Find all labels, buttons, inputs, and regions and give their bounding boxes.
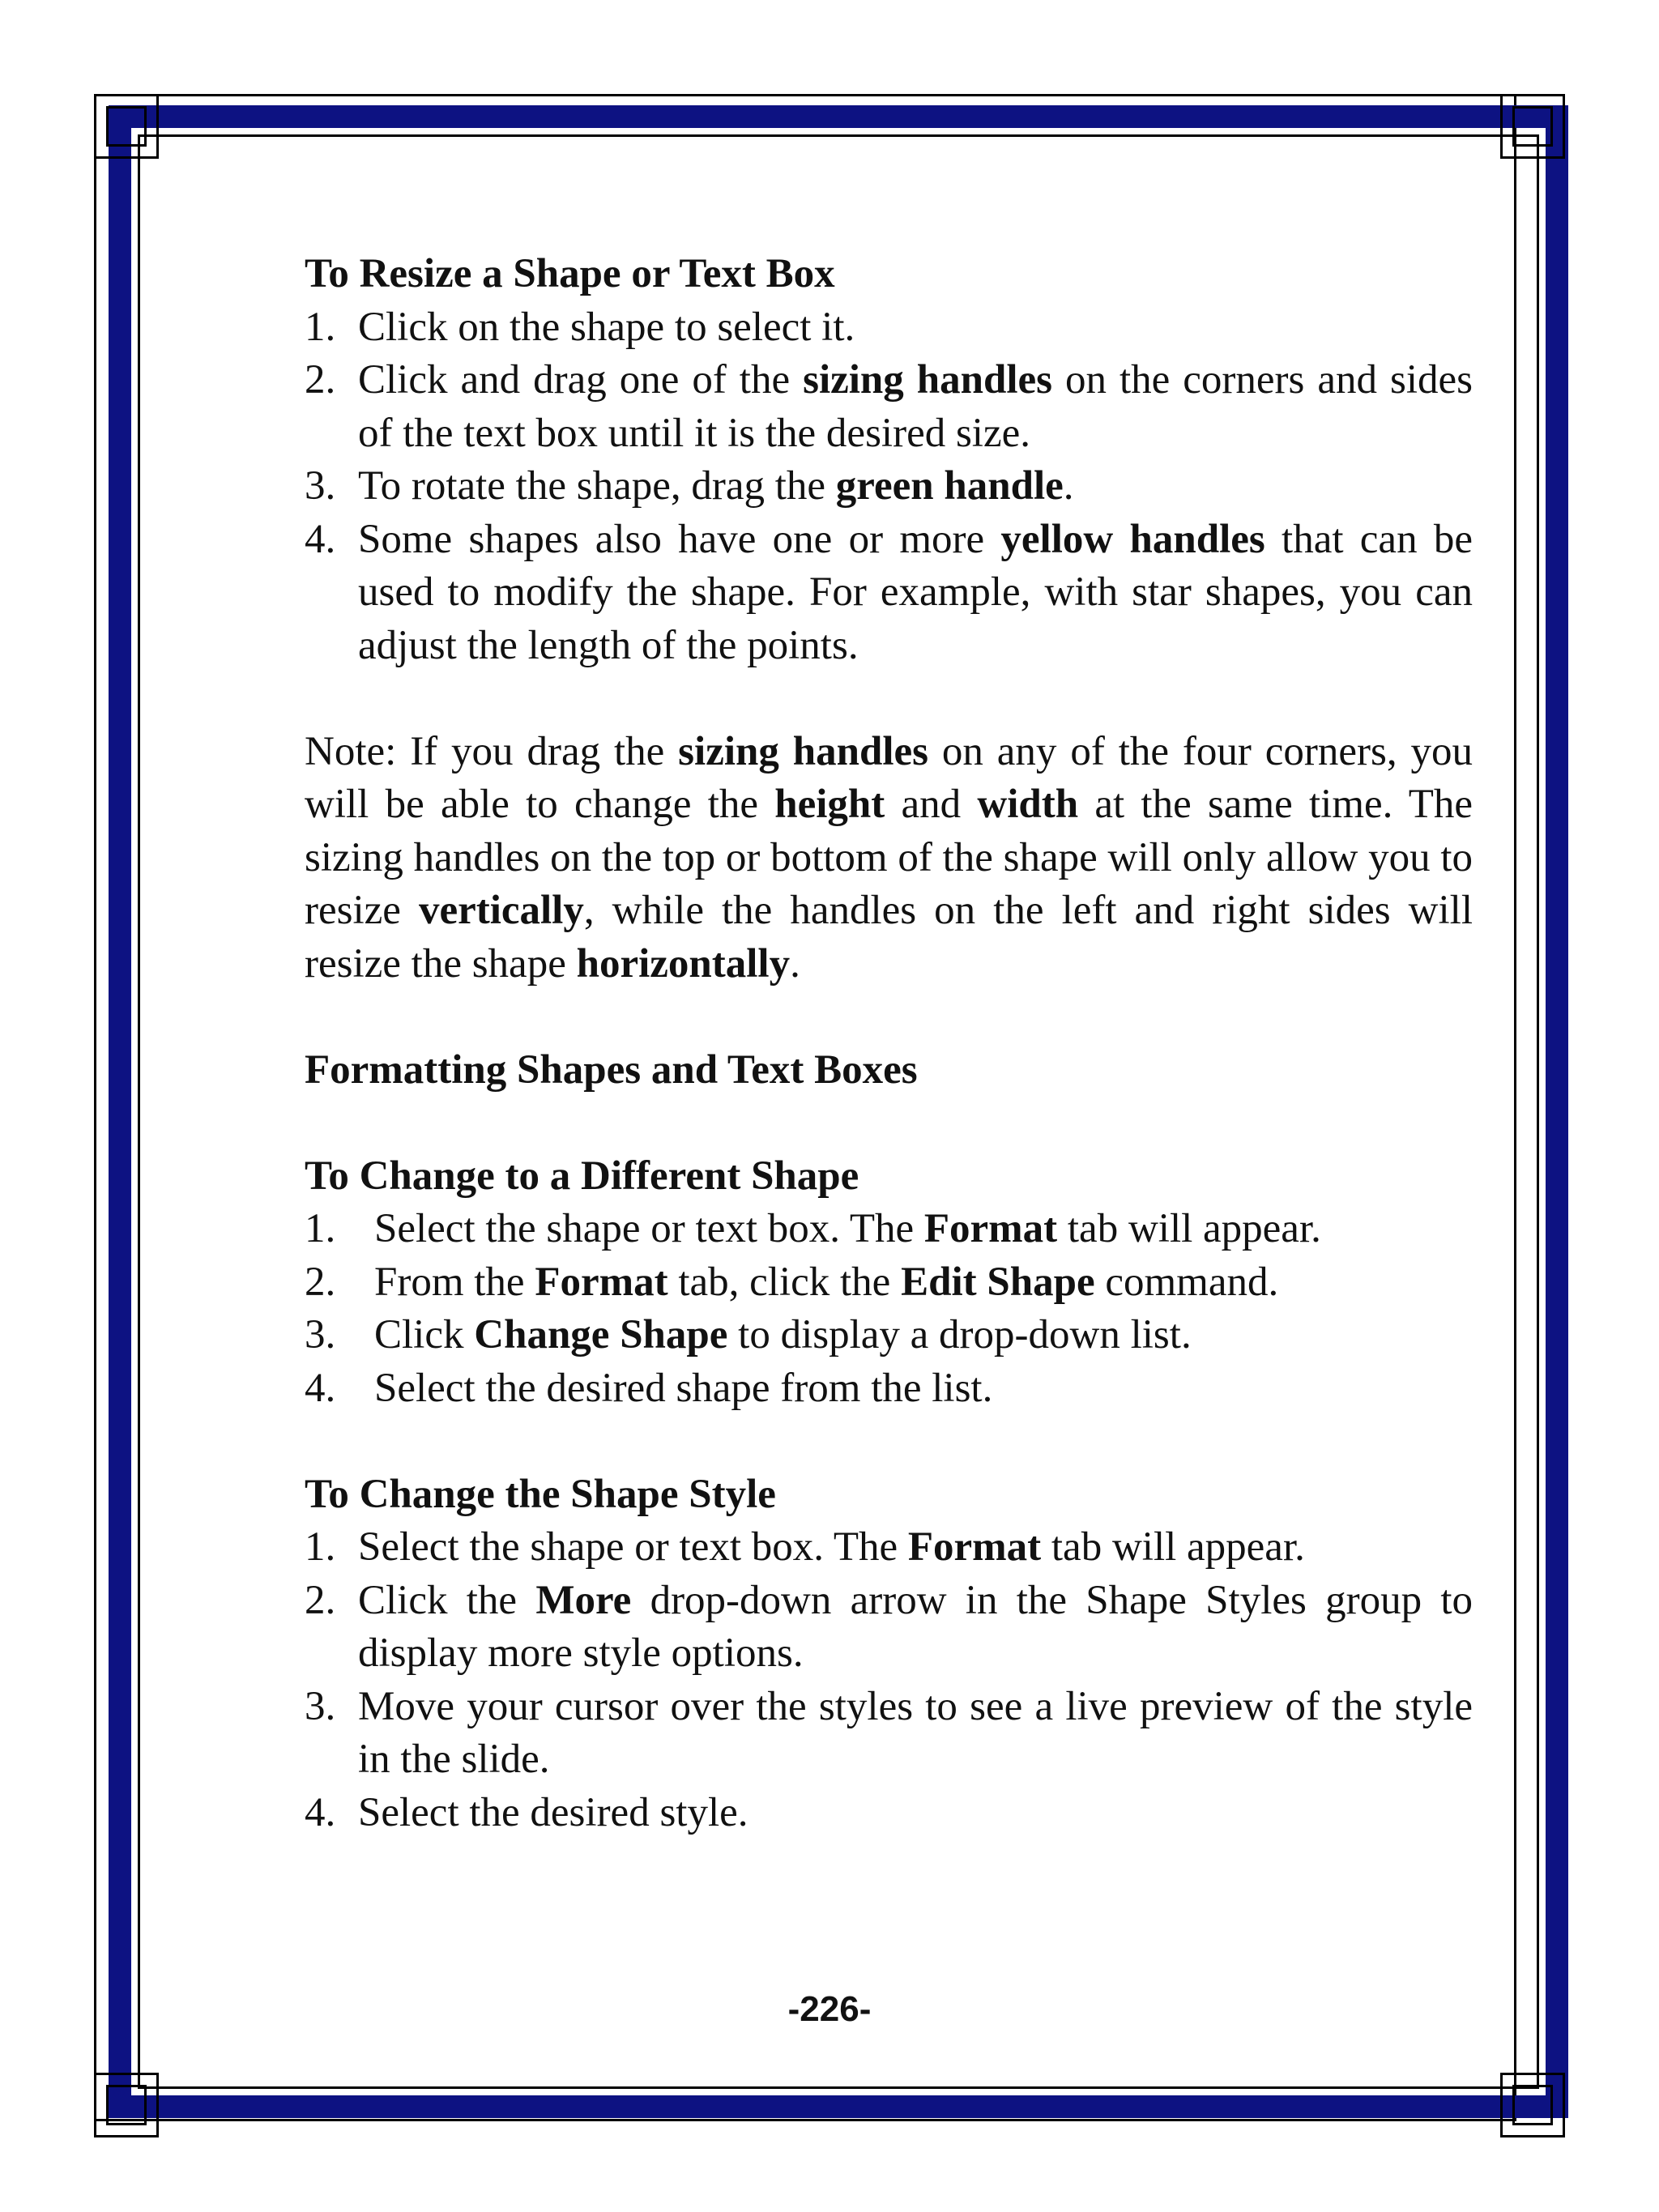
bold-text: width (977, 782, 1079, 827)
list-item (305, 1787, 1473, 1840)
bold-text: Format (923, 1206, 1058, 1251)
list-item (305, 354, 1473, 460)
bold-text: Edit Shape (901, 1259, 1095, 1305)
list-item-text (358, 1524, 1305, 1570)
page-number: -226- (787, 1989, 872, 2029)
text-run: on the corners and sides of the text box until it is the desired size. (358, 357, 1473, 456)
text-run: , while the handles on the left and right sides will resize the shape (305, 888, 1473, 987)
list-item-text (374, 1366, 992, 1411)
list-item-text (358, 1578, 1473, 1677)
list-item-text (358, 305, 855, 350)
text-run: that can be used to modify the shape. For example, with star shapes, you can adjust the length of the points. (358, 516, 1473, 668)
resize-steps (305, 301, 1473, 673)
text-run: Select the desired shape from the list. (374, 1365, 993, 1411)
list-item (305, 1362, 1473, 1416)
text-run: . (1063, 463, 1074, 509)
list-item (305, 514, 1473, 673)
list-item-text (374, 1259, 1278, 1305)
list-item-number: 4. (305, 1365, 336, 1411)
list-item-number: 4. (305, 516, 336, 562)
list-item-number: 3. (305, 1312, 336, 1357)
list-item-text (358, 1684, 1473, 1783)
text-run: tab will appear. (1041, 1524, 1305, 1570)
list-item (305, 1681, 1473, 1787)
text-run: Select the shape or text box. The (358, 1524, 908, 1570)
list-item (305, 1521, 1473, 1575)
text-run: Click (374, 1312, 475, 1357)
list-item-text (358, 357, 1473, 456)
list-item-text (358, 1790, 748, 1835)
text-run: command. (1094, 1259, 1279, 1305)
list-item-number: 1. (305, 304, 336, 350)
corner-ornament-bottom-right (1500, 2073, 1565, 2137)
list-item-number: 2. (305, 1259, 336, 1305)
list-item (305, 1309, 1473, 1362)
bold-text: sizing handles (803, 357, 1053, 403)
change-style-steps (305, 1521, 1473, 1839)
list-item-text (374, 1312, 1192, 1357)
list-item-number: 3. (305, 463, 336, 509)
bold-text: More (535, 1577, 632, 1623)
text-run: . (790, 940, 800, 987)
text-run: Click and drag one of the (358, 357, 804, 403)
bold-text: green handle (835, 463, 1064, 509)
change-shape-steps (305, 1203, 1473, 1415)
list-item-text (358, 463, 1074, 509)
text-run: Select the desired style. (358, 1789, 748, 1835)
bold-text: yellow handles (1000, 516, 1265, 562)
bold-text: height (774, 782, 885, 827)
text-run: Select the shape or text box. The (374, 1206, 924, 1251)
text-run: tab, click the (667, 1259, 902, 1305)
page-content (305, 248, 1473, 1839)
text-run: Click on the shape to select it. (358, 304, 855, 350)
text-run: drop-down arrow in the Shape Styles group to display more style options. (358, 1577, 1473, 1676)
list-item-number: 4. (305, 1789, 336, 1835)
text-run: Note: If you drag the (305, 728, 679, 774)
text-run: To rotate the shape, drag the (358, 463, 836, 509)
bold-text: Change Shape (474, 1312, 728, 1357)
list-item (305, 1575, 1473, 1681)
list-item-text (358, 517, 1473, 668)
list-item-number: 1. (305, 1206, 336, 1251)
corner-ornament-bottom-left (94, 2073, 159, 2137)
text-run: Move your cursor over the styles to see a live preview of the style in the slide. (358, 1683, 1473, 1782)
list-item (305, 1203, 1473, 1256)
heading-formatting: Formatting Shapes and Text Boxes (305, 1046, 918, 1093)
list-item (305, 460, 1473, 514)
list-item-number: 3. (305, 1683, 336, 1729)
list-item-text (374, 1206, 1321, 1251)
text-run: tab will appear. (1057, 1206, 1321, 1251)
bold-text: horizontally (576, 940, 791, 987)
corner-ornament-top-right (1500, 94, 1565, 159)
bold-text: vertically (418, 888, 584, 933)
text-run: and (885, 782, 978, 827)
text-run: Click the (358, 1577, 536, 1623)
list-item-number: 2. (305, 357, 336, 403)
text-run: on any of the four corners, you will be able to change the (305, 728, 1473, 827)
bold-text: Format (535, 1259, 668, 1305)
corner-ornament-top-left (94, 94, 159, 159)
heading-change-shape: To Change to a Different Shape (305, 1153, 859, 1199)
text-run: Some shapes also have one or more (358, 516, 1001, 562)
list-item (305, 1256, 1473, 1310)
text-run: From the (374, 1259, 535, 1305)
heading-change-style: To Change the Shape Style (305, 1471, 776, 1517)
note-paragraph (305, 726, 1473, 991)
bold-text: Format (907, 1524, 1042, 1570)
bold-text: sizing handles (678, 728, 928, 774)
list-item-number: 2. (305, 1577, 336, 1623)
list-item (305, 301, 1473, 355)
heading-resize: To Resize a Shape or Text Box (305, 251, 835, 296)
text-run: to display a drop-down list. (727, 1312, 1192, 1357)
text-run: at the same time. The sizing handles on the top or bottom of the shape will only allow you to resize (305, 782, 1473, 933)
list-item-number: 1. (305, 1524, 336, 1570)
